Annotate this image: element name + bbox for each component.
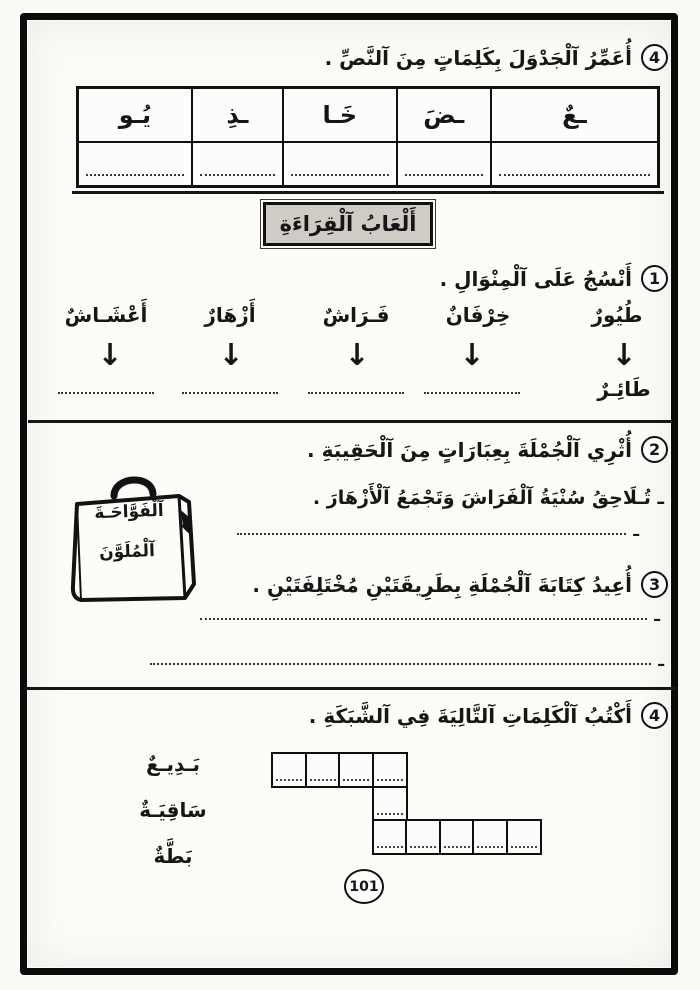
- down-arrow-icon: ↓: [344, 338, 370, 373]
- crossword-cell: [305, 752, 341, 788]
- source-word: طُيُورٌ: [591, 303, 643, 327]
- answer-blank: [58, 384, 154, 394]
- table-column: [396, 89, 490, 185]
- source-word: أَعْشَـاشٌ: [64, 303, 148, 327]
- source-word: فَـرَاشٌ: [322, 303, 390, 327]
- crossword-cell: [405, 819, 441, 855]
- exercise-number-badge: 1: [641, 265, 668, 292]
- down-arrow-icon: ↓: [459, 338, 485, 373]
- answer-blank: [308, 384, 404, 394]
- word-bag-illustration: [57, 466, 207, 608]
- table-answer-cell: [193, 143, 282, 185]
- answer-line: [237, 521, 639, 541]
- exercise4-heading: [309, 702, 668, 729]
- exercise-number-badge: 2: [641, 436, 668, 463]
- crossword-cell: [506, 819, 542, 855]
- answer-dash: ـ: [654, 606, 660, 626]
- answer-line: [200, 606, 660, 626]
- table-answer-cell: [398, 143, 490, 185]
- table-header-cell: ـذِ: [193, 89, 282, 143]
- table-column: [191, 89, 282, 185]
- crossword-cell: [439, 819, 475, 855]
- answer-blank: [150, 657, 651, 665]
- answer-blank: [237, 527, 626, 535]
- crossword-row-bottom: [372, 819, 542, 855]
- exercise3-heading: [252, 571, 668, 598]
- table-answer-cell: [79, 143, 191, 185]
- source-word: أَزْهَارٌ: [204, 303, 256, 327]
- source-word: خِرْفَانٌ: [445, 303, 511, 327]
- answer-dash: ـ: [633, 521, 639, 541]
- table-answer-cell: [492, 143, 657, 185]
- divider-line: [23, 687, 677, 690]
- grid-word: سَاقِيَـةٌ: [139, 798, 207, 822]
- table-header-cell: يُـو: [79, 89, 191, 143]
- divider-line: [28, 420, 672, 423]
- crossword-middle-cell: [372, 786, 408, 822]
- grid-word: بَـدِيـعٌ: [146, 752, 200, 776]
- crossword-row-top: [271, 752, 408, 788]
- bag-word: آلْمُلَوَّنَ: [98, 541, 156, 563]
- table-column: [282, 89, 396, 185]
- table-header-cell: ـضَ: [398, 89, 490, 143]
- table-header-cell: ـعٌ: [492, 89, 657, 143]
- table-answer-cell: [284, 143, 396, 185]
- exercise-number-badge: 4: [641, 44, 668, 71]
- page-number: 101: [349, 878, 379, 895]
- exercise-top-heading: [325, 44, 668, 71]
- page-number-badge: [344, 869, 384, 904]
- exercise3-title: أُعِيدُ كِتَابَةَ آلْجُمْلَةِ بِطَرِيقَتَيْنِ مُخْتَلِفَتَيْنِ .: [252, 572, 632, 597]
- bag-icon: [57, 466, 207, 608]
- crossword-cell: [271, 752, 307, 788]
- answer-blank: [424, 384, 520, 394]
- divider-line: [72, 191, 664, 194]
- letters-table: [76, 86, 660, 188]
- down-arrow-icon: ↓: [218, 338, 244, 373]
- section-title-box: [263, 202, 433, 246]
- exercise2-sentence: ـ تُـلَاحِقُ سُنْيَةُ آلْفَرَاشَ وَتَجْمَعُ آلْأَزْهَارَ .: [312, 487, 664, 509]
- example-answer-word: طَائِـرٌ: [597, 377, 651, 401]
- exercise1-title: أَنْسُجُ عَلَى آلْمِنْوَالِ .: [439, 266, 632, 291]
- exercise-number-badge: 4: [641, 702, 668, 729]
- exercise-top-title: أُعَمِّرُ آلْجَدْوَلَ بِكَلِمَاتٍ مِنَ آلنَّصِّ .: [324, 45, 632, 70]
- answer-dash: ـ: [658, 651, 664, 671]
- table-header-cell: خَـا: [284, 89, 396, 143]
- exercise1-heading: [440, 265, 668, 292]
- exercise2-heading: [307, 436, 668, 463]
- crossword-cell: [472, 819, 508, 855]
- grid-word: بَطَّةٌ: [153, 844, 193, 868]
- exercise4-title: أَكْتُبُ آلْكَلِمَاتِ آلتَّالِيَةَ فِي آلشَّبَكَةِ .: [308, 703, 632, 728]
- crossword-cell: [372, 819, 408, 855]
- answer-blank: [200, 612, 647, 620]
- exercise-number-badge: 3: [641, 571, 668, 598]
- table-column: [79, 89, 191, 185]
- crossword-cell: [372, 786, 408, 822]
- section-title: أَلْعَابُ آلْقِرَاءَةِ: [279, 212, 417, 236]
- down-arrow-icon: ↓: [611, 338, 637, 373]
- down-arrow-icon: ↓: [97, 338, 123, 373]
- answer-blank: [182, 384, 278, 394]
- crossword-cell: [338, 752, 374, 788]
- exercise2-title: أُثْرِي آلْجُمْلَةَ بِعِبَارَاتٍ مِنَ آلْحَقِيبَةِ .: [307, 437, 632, 462]
- crossword-cell: [372, 752, 408, 788]
- table-column: [490, 89, 657, 185]
- answer-line: [150, 651, 664, 671]
- bag-word: آلْفَوَّاحَـةَ: [94, 500, 164, 524]
